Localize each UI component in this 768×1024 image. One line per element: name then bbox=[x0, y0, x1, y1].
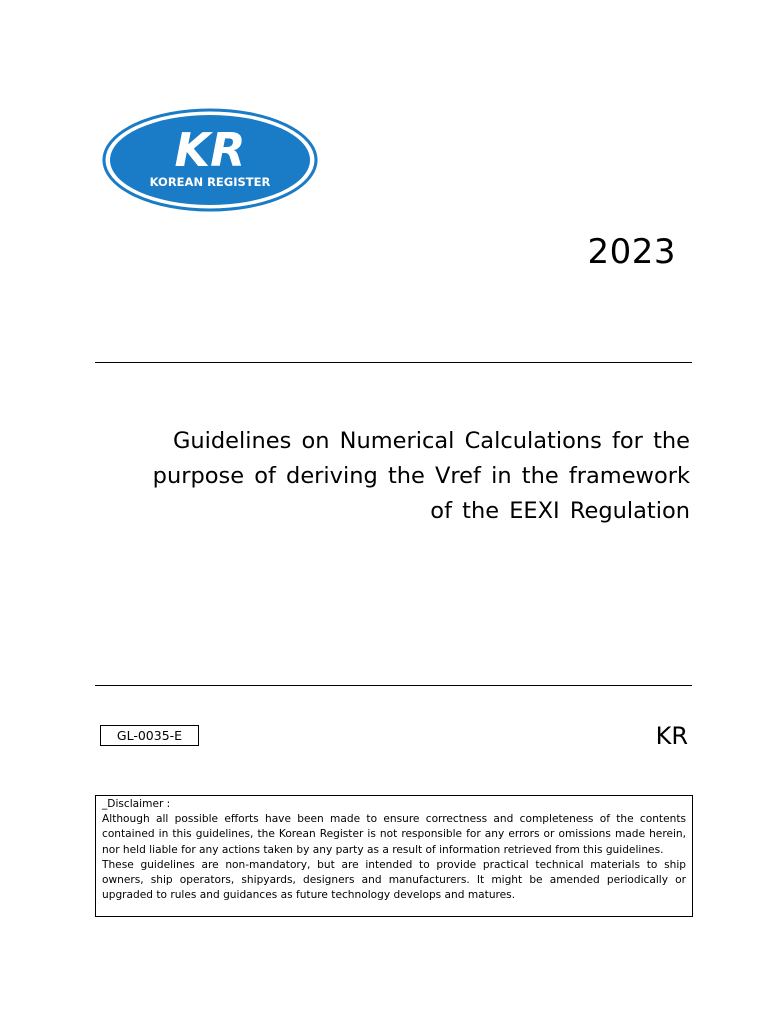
disclaimer-box bbox=[95, 795, 693, 917]
bottom-divider bbox=[95, 685, 692, 686]
korean-register-logo bbox=[102, 108, 318, 212]
document-title bbox=[125, 424, 690, 529]
title-line: of the EEXI Regulation bbox=[430, 498, 690, 524]
document-year: 2023 bbox=[587, 232, 676, 272]
disclaimer-paragraph: Although all possible efforts have been made to ensure correctness and completeness of the contents contained in this guidelines, the Korean Register is not responsible for any errors or omissions made herein, nor held liable for any actions taken by any party as a result of information retrieved from this guidelines. bbox=[102, 813, 686, 856]
top-divider bbox=[95, 362, 692, 363]
title-line: Guidelines on Numerical Calculations for the bbox=[172, 428, 690, 454]
logo-name: KOREAN REGISTER bbox=[149, 175, 271, 189]
document-code: GL-0035-E bbox=[100, 725, 199, 746]
disclaimer-paragraph: These guidelines are non-mandatory, but are intended to provide practical technical materials to ship owners, ship operators, shipyards, designers and manufacturers. It might be amended periodically or upgraded to rules and guidances as future technology develops and matures. bbox=[102, 858, 686, 902]
disclaimer-heading: _Disclaimer : bbox=[102, 798, 171, 810]
organization-abbreviation: KR bbox=[655, 722, 688, 750]
logo-mark: KR bbox=[174, 123, 246, 177]
title-line: purpose of deriving the Vref in the framework bbox=[152, 463, 690, 489]
